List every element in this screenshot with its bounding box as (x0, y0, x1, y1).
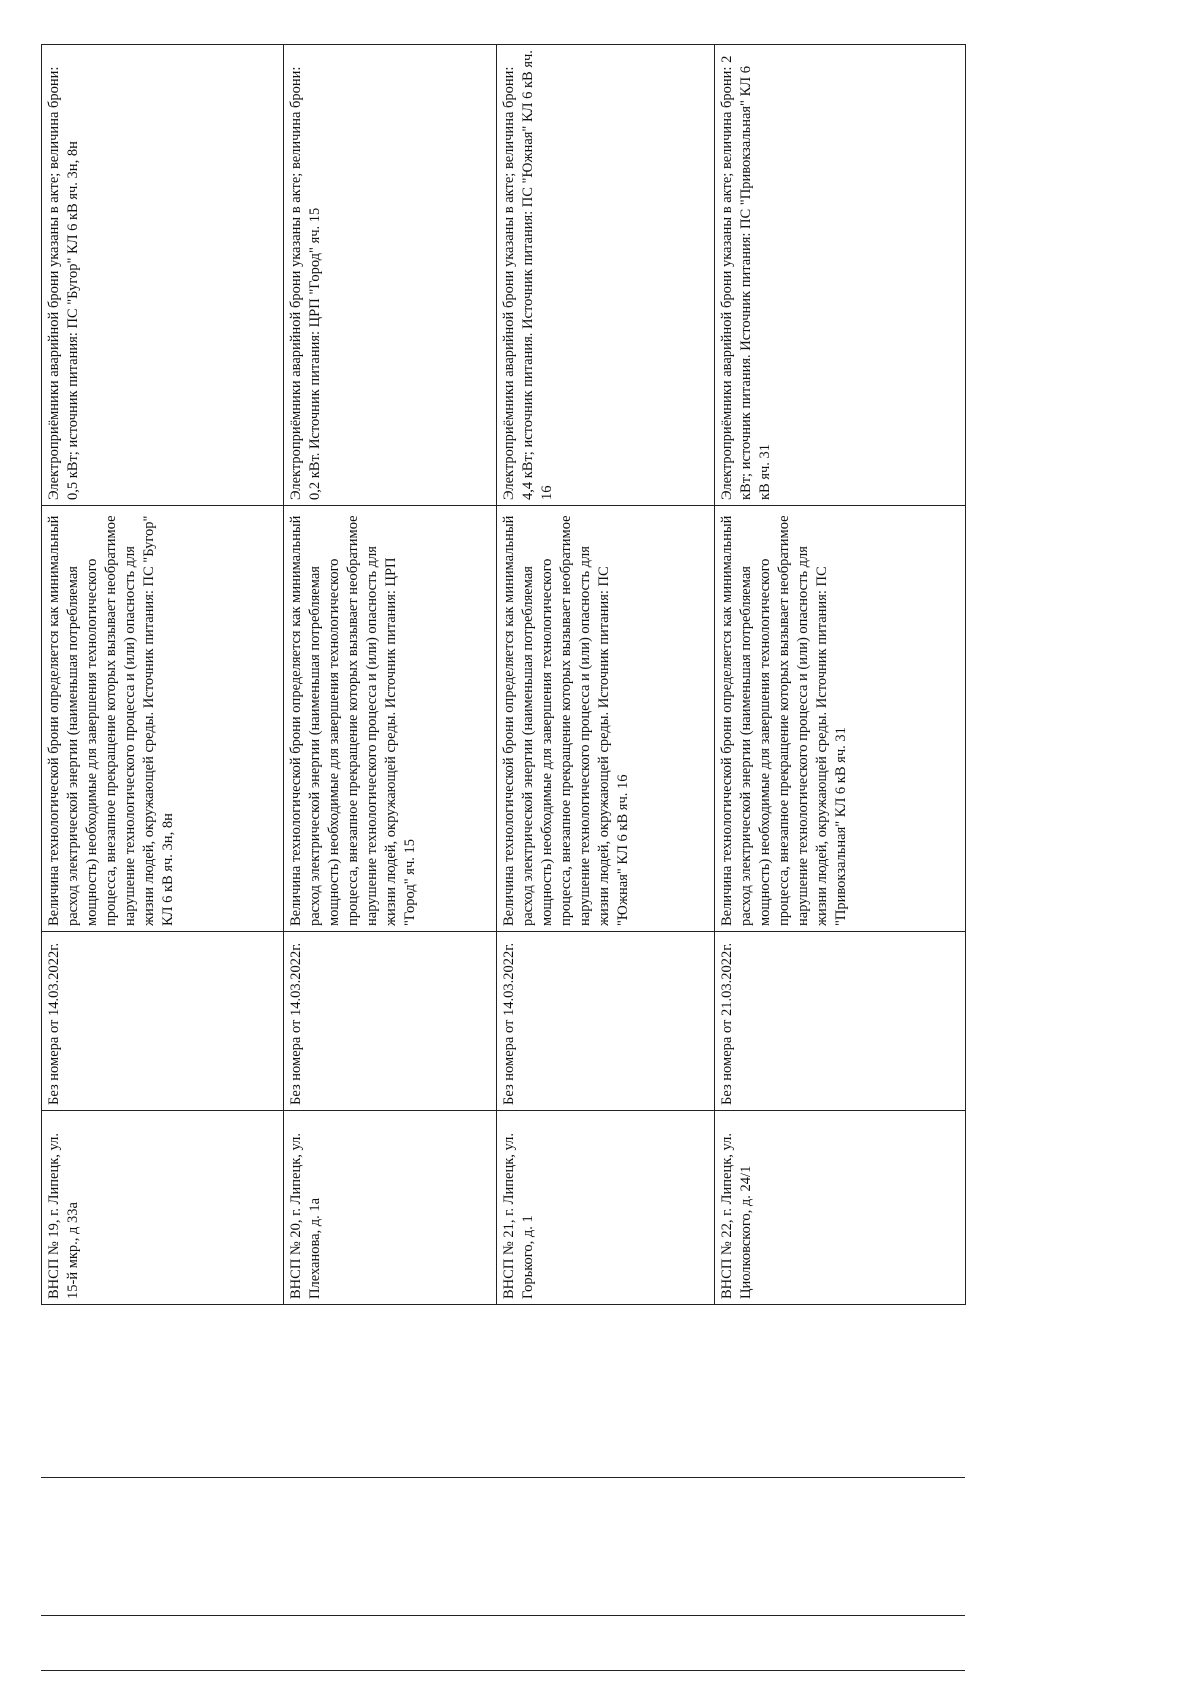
act-cell: Без номера от 14.03.2022г. (497, 932, 715, 1111)
emergency-reserve-cell: Электроприёмники аварийной брони указаны в акте; величина брони: 2 кВт; источник питания. Источник питания: ПС "Привокзальная" КЛ 6 кВ яч. 31 (715, 45, 966, 506)
reserve-table (41, 44, 966, 1305)
divider-line (41, 1615, 965, 1616)
object-cell: ВНСП № 22, г. Липецк, ул. Циолковского, д. 24/1 (715, 1111, 966, 1305)
table-row (284, 45, 497, 1305)
act-cell: Без номера от 14.03.2022г. (42, 932, 284, 1111)
act-cell: Без номера от 14.03.2022г. (284, 932, 497, 1111)
divider-line (41, 1670, 965, 1671)
object-cell: ВНСП № 19, г. Липецк, ул. 15-й мкр., д 33а (42, 1111, 284, 1305)
tech-reserve-cell: Величина технологической брони определяется как минимальный расход электрической энергии (наименьшая потребляемая мощность) необходимые для завершения технологического процесса, внезапное прекращение которых вызывает необратимое нарушение технологического процесса и (или) опасность для жизни людей, окружающей среды. Источник питания: ПС "Бугор" КЛ 6 кВ яч. 3н, 8н (42, 506, 284, 932)
table-row (715, 45, 966, 1305)
table-row (497, 45, 715, 1305)
emergency-reserve-cell: Электроприёмники аварийной брони указаны в акте; величина брони: 0,2 кВт. Источник питания: ЦРП "Город" яч. 15 (284, 45, 497, 506)
divider-line (41, 1477, 965, 1478)
tech-reserve-cell: Величина технологической брони определяется как минимальный расход электрической энергии (наименьшая потребляемая мощность) необходимые для завершения технологического процесса, внезапное прекращение которых вызывает необратимое нарушение технологического процесса и (или) опасность для жизни людей, окружающей среды. Источник питания: ПС "Южная" КЛ 6 кВ яч. 16 (497, 506, 715, 932)
rotated-table-wrapper (41, 45, 965, 1305)
object-cell: ВНСП № 20, г. Липецк, ул. Плеханова, д. 1а (284, 1111, 497, 1305)
object-cell: ВНСП № 21, г. Липецк, ул. Горького, д. 1 (497, 1111, 715, 1305)
emergency-reserve-cell: Электроприёмники аварийной брони указаны в акте; величина брони: 4,4 кВт; источник питания. Источник питания: ПС "Южная" КЛ 6 кВ яч. 16 (497, 45, 715, 506)
tech-reserve-cell: Величина технологической брони определяется как минимальный расход электрической энергии (наименьшая потребляемая мощность) необходимые для завершения технологического процесса, внезапное прекращение которых вызывает необратимое нарушение технологического процесса и (или) опасность для жизни людей, окружающей среды. Источник питания: ЦРП "Город" яч. 15 (284, 506, 497, 932)
table-row (42, 45, 284, 1305)
tech-reserve-cell: Величина технологической брони определяется как минимальный расход электрической энергии (наименьшая потребляемая мощность) необходимые для завершения технологического процесса, внезапное прекращение которых вызывает необратимое нарушение технологического процесса и (или) опасность для жизни людей, окружающей среды. Источник питания: ПС "Привокзальная" КЛ 6 кВ яч. 31 (715, 506, 966, 932)
act-cell: Без номера от 21.03.2022г. (715, 932, 966, 1111)
emergency-reserve-cell: Электроприёмники аварийной брони указаны в акте; величина брони: 0,5 кВт; источник питания: ПС "Бугор" КЛ 6 кВ яч. 3н, 8н (42, 45, 284, 506)
